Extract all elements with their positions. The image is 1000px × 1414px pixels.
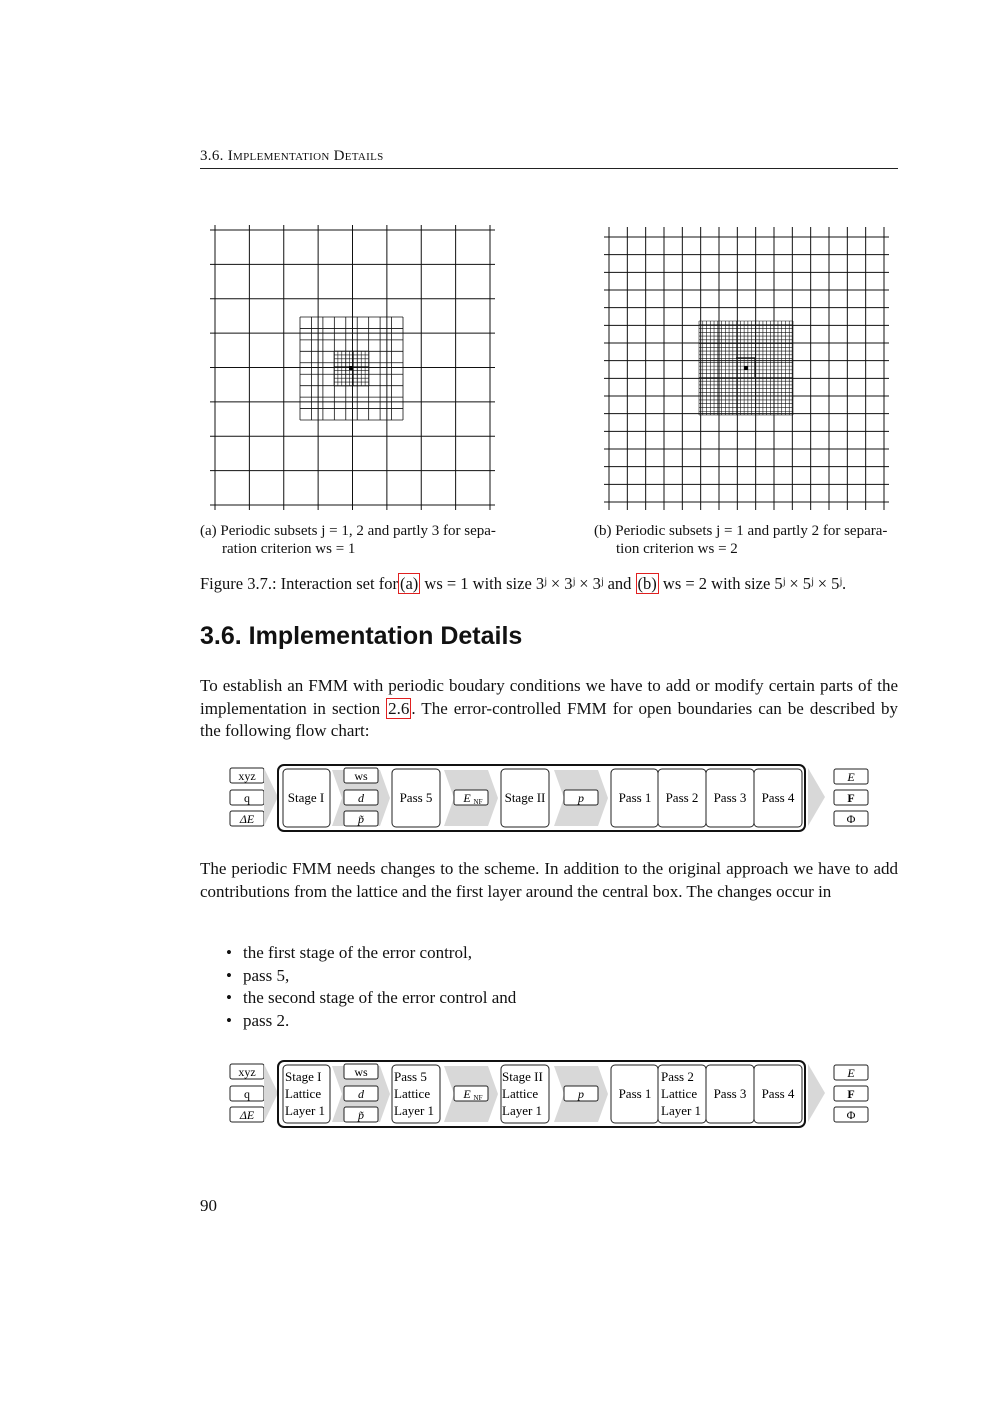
pass2-layer-label: Layer 1	[661, 1103, 702, 1118]
flowchart1-outputs	[834, 769, 868, 826]
pass4-label: Pass 4	[761, 1086, 795, 1101]
input-arrow	[264, 1064, 278, 1122]
pass3-label: Pass 3	[713, 1086, 747, 1101]
input-xyz-label: xyz	[238, 1065, 256, 1079]
p-label: p	[578, 1087, 584, 1101]
pass4-label: Pass 4	[761, 790, 795, 805]
stage2-lattice-label: Lattice	[502, 1086, 539, 1101]
enf-label: E	[463, 791, 471, 805]
pass5-label: Pass 5	[399, 790, 433, 805]
list-item: • pass 2.	[228, 1010, 516, 1033]
output-e-label: E	[847, 1066, 855, 1080]
input-xyz-label: xyz	[238, 769, 256, 783]
subcaption-b	[594, 522, 914, 558]
subcaption-a-label: (a)	[200, 523, 217, 539]
output-f-label: F	[847, 1087, 855, 1101]
param-p-label: p̃	[358, 812, 364, 826]
stage2-label: Stage II	[504, 790, 546, 805]
figure-caption-mid-b: ws = 2 with size 5ʲ × 5ʲ × 5ʲ.	[662, 574, 847, 593]
pass3-label: Pass 3	[713, 790, 747, 805]
list-item: • the second stage of the error control and	[228, 987, 516, 1010]
central-box-marker	[349, 366, 353, 370]
param-d-label: d	[358, 791, 364, 805]
pass5-layer-label: Layer 1	[394, 1103, 435, 1118]
output-e-label: E	[847, 770, 855, 784]
list-item: • pass 5,	[228, 965, 516, 988]
stage1-lattice-label: Lattice	[285, 1086, 322, 1101]
input-arrow	[264, 768, 278, 826]
section-ref-link[interactable]: 2.6	[388, 698, 410, 718]
enf-box	[454, 1086, 488, 1101]
pass5-label: Pass 5	[394, 1069, 427, 1084]
pass5-lattice-label: Lattice	[394, 1086, 431, 1101]
list-item: • the first stage of the error control,	[228, 942, 516, 965]
page-number: 90	[200, 1196, 217, 1215]
paragraph-intro-text-b: . The error-controlled FMM for open boundaries can be described by the following flow chart:	[200, 698, 899, 740]
enf-box	[454, 790, 488, 805]
stage1-layer-label: Layer 1	[285, 1103, 326, 1118]
running-head-number: 3.6.	[200, 148, 224, 164]
subcaption-b-line1: Periodic subsets j = 1 and partly 2 for separa-	[615, 523, 888, 539]
running-head-title: Implementation Details	[227, 148, 384, 164]
input-de-label: ΔE	[239, 812, 255, 826]
enf-label: E	[463, 1087, 471, 1101]
flowchart1-inputs	[230, 768, 264, 826]
figure-caption-mid-a: ws = 1 with size 3ʲ × 3ʲ × 3ʲ and	[424, 574, 632, 593]
output-arrow	[808, 1064, 825, 1122]
pass1-label: Pass 1	[618, 1086, 652, 1101]
p-label: p	[578, 791, 584, 805]
paragraph-intro-text-a: To establish an FMM with periodic boudary conditions we have to add or modify certain parts of the implementation in section	[200, 676, 898, 718]
enf-sub-label: NF	[473, 798, 483, 806]
pass1-label: Pass 1	[618, 790, 652, 805]
section-heading: 3.6. Implementation Details	[200, 622, 523, 650]
param-p-label: p̃	[358, 1108, 364, 1122]
figure-ref-b-link[interactable]: (b)	[637, 574, 657, 593]
flowchart2-inputs	[230, 1064, 264, 1122]
output-phi-label: Φ	[846, 1108, 856, 1122]
subcaption-a-line2: ration criterion ws = 1	[222, 541, 356, 557]
figure-caption	[200, 574, 920, 594]
flowchart-open-fmm	[220, 760, 880, 836]
output-phi-label: Φ	[846, 812, 856, 826]
param-ws-label: ws	[354, 1065, 368, 1079]
figure-caption-prefix: Figure 3.7.: Interaction set for	[200, 574, 398, 593]
paragraph-intro	[200, 675, 898, 743]
enf-sub-label: NF	[473, 1094, 483, 1102]
grid-figure-b	[604, 225, 889, 510]
pass2-label: Pass 2	[661, 1069, 694, 1084]
stage2-label: Stage II	[502, 1069, 543, 1084]
pass2-label: Pass 2	[665, 790, 699, 805]
subcaption-a	[200, 522, 520, 558]
param-d-label: d	[358, 1087, 364, 1101]
subcaption-a-line1: Periodic subsets j = 1, 2 and partly 3 for sepa-	[220, 523, 496, 539]
input-q-label: q	[244, 791, 250, 805]
change-list	[228, 942, 516, 1032]
flowchart-periodic-fmm	[220, 1056, 880, 1132]
output-arrow	[808, 768, 825, 826]
pass2-lattice-label: Lattice	[661, 1086, 698, 1101]
output-f-label: F	[847, 791, 855, 805]
running-head	[200, 148, 898, 169]
subcaption-b-label: (b)	[594, 523, 612, 539]
flowchart2-outputs	[834, 1065, 868, 1122]
stage1-label: Stage I	[287, 790, 325, 805]
param-ws-label: ws	[354, 769, 368, 783]
input-q-label: q	[244, 1087, 250, 1101]
figure-ref-a-link[interactable]: (a)	[399, 574, 419, 593]
stage1-label: Stage I	[285, 1069, 322, 1084]
grid-figure-a	[210, 225, 495, 510]
subcaption-b-line2: tion criterion ws = 2	[616, 541, 738, 557]
paragraph-periodic: The periodic FMM needs changes to the scheme. In addition to the original approach we have to add contributions from the lattice and the first layer around the central box. The changes occur in	[200, 859, 898, 901]
input-de-label: ΔE	[239, 1108, 255, 1122]
central-box-marker	[744, 366, 748, 370]
stage2-layer-label: Layer 1	[502, 1103, 543, 1118]
